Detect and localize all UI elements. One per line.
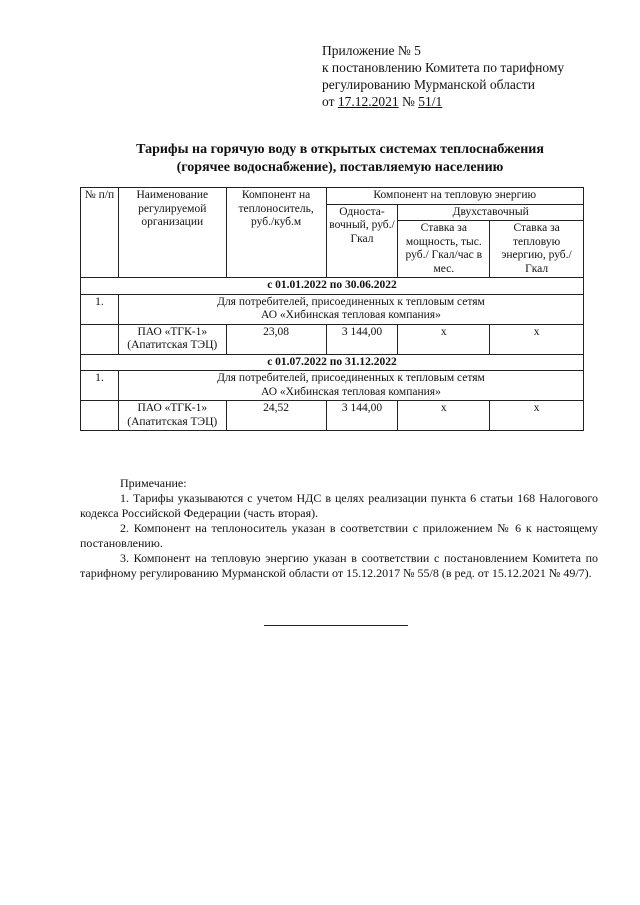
consumer-row	[81, 371, 584, 401]
consumer-group	[118, 294, 583, 324]
org-name: ПАО «ТГК-1»	[137, 325, 208, 338]
table-row	[81, 401, 584, 431]
note-item: 3. Компонент на тепловую энергию указан в соответствии с постановлением Комитета по тарифному регулированию Мурманской области от 15.12.2017 № 55/8 (в ред. от 15.12.2021 № 49/7).	[80, 551, 598, 580]
energy-rate-value: x	[490, 324, 584, 354]
tariff-table	[80, 187, 584, 431]
appendix-date-prefix: от	[322, 94, 338, 109]
header-single: Односта-вочный, руб./Гкал	[326, 204, 398, 278]
organization	[118, 324, 226, 354]
single-rate-value: 3 144,00	[326, 401, 398, 431]
header-num: № п/п	[81, 188, 119, 278]
header-carrier: Компонент на теплоноситель, руб./куб.м	[226, 188, 326, 278]
closing-rule	[264, 625, 408, 626]
consumer-group	[118, 371, 583, 401]
row-number: 1.	[81, 294, 119, 324]
period-row	[81, 354, 584, 371]
appendix-title: Приложение № 5	[322, 43, 421, 58]
org-name: ПАО «ТГК-1»	[137, 402, 208, 414]
appendix-number: 51/1	[418, 94, 443, 109]
appendix-line: к постановлению Комитета по тарифному	[322, 60, 565, 75]
organization	[118, 401, 226, 431]
appendix-number-label: №	[398, 94, 419, 109]
header-energy-rate: Ставка за тепловую энергию, руб./Гкал	[490, 221, 584, 278]
note-item: 1. Тарифы указываются с учетом НДС в целях реализации пункта 6 статьи 168 Налогового кодекса Российской Федерации (часть вторая).	[80, 491, 598, 520]
consumer-line: АО «Хибинская тепловая компания»	[261, 309, 441, 321]
single-rate-value: 3 144,00	[326, 324, 398, 354]
energy-rate-value: x	[490, 401, 584, 431]
row-number: 1.	[81, 371, 119, 401]
capacity-value: x	[398, 401, 490, 431]
capacity-value: x	[398, 324, 490, 354]
period-label: с 01.01.2022 по 30.06.2022	[81, 278, 584, 295]
title-line: Тарифы на горячую воду в открытых системах теплоснабжения	[136, 142, 544, 157]
period-row	[81, 278, 584, 295]
org-plant: (Апатитская ТЭЦ)	[127, 415, 218, 428]
appendix-date-line	[322, 93, 622, 110]
consumer-row	[81, 294, 584, 324]
appendix-date: 17.12.2021	[337, 94, 399, 109]
note-item: 2. Компонент на теплоноситель указан в соответствии с приложением № 6 к настоящему постановлению.	[80, 521, 598, 550]
header-row	[81, 188, 584, 205]
consumer-line: Для потребителей, присоединенных к тепловым сетям	[217, 295, 485, 308]
header-energy: Компонент на тепловую энергию	[326, 188, 583, 205]
appendix-line: регулированию Мурманской области	[322, 77, 535, 92]
title-line: (горячее водоснабжение), поставляемую населению	[176, 160, 504, 175]
table-row	[81, 324, 584, 354]
header-double: Двухставочный	[398, 204, 584, 221]
consumer-line: АО «Хибинская тепловая компания»	[261, 385, 441, 398]
carrier-value: 24,52	[226, 401, 326, 431]
empty-cell	[81, 324, 119, 354]
document-title	[80, 141, 600, 177]
org-plant: (Апатитская ТЭЦ)	[127, 339, 218, 351]
period-label: с 01.07.2022 по 31.12.2022	[81, 354, 584, 371]
empty-cell	[81, 401, 119, 431]
header-org: Наименование регулируемой организации	[118, 188, 226, 278]
consumer-line: Для потребителей, присоединенных к тепловым сетям	[217, 372, 485, 384]
notes-section	[80, 476, 598, 581]
header-capacity: Ставка за мощность, тыс. руб./ Гкал/час в мес.	[398, 221, 490, 278]
carrier-value: 23,08	[226, 324, 326, 354]
notes-heading: Примечание:	[120, 476, 187, 490]
appendix-header	[322, 42, 622, 110]
